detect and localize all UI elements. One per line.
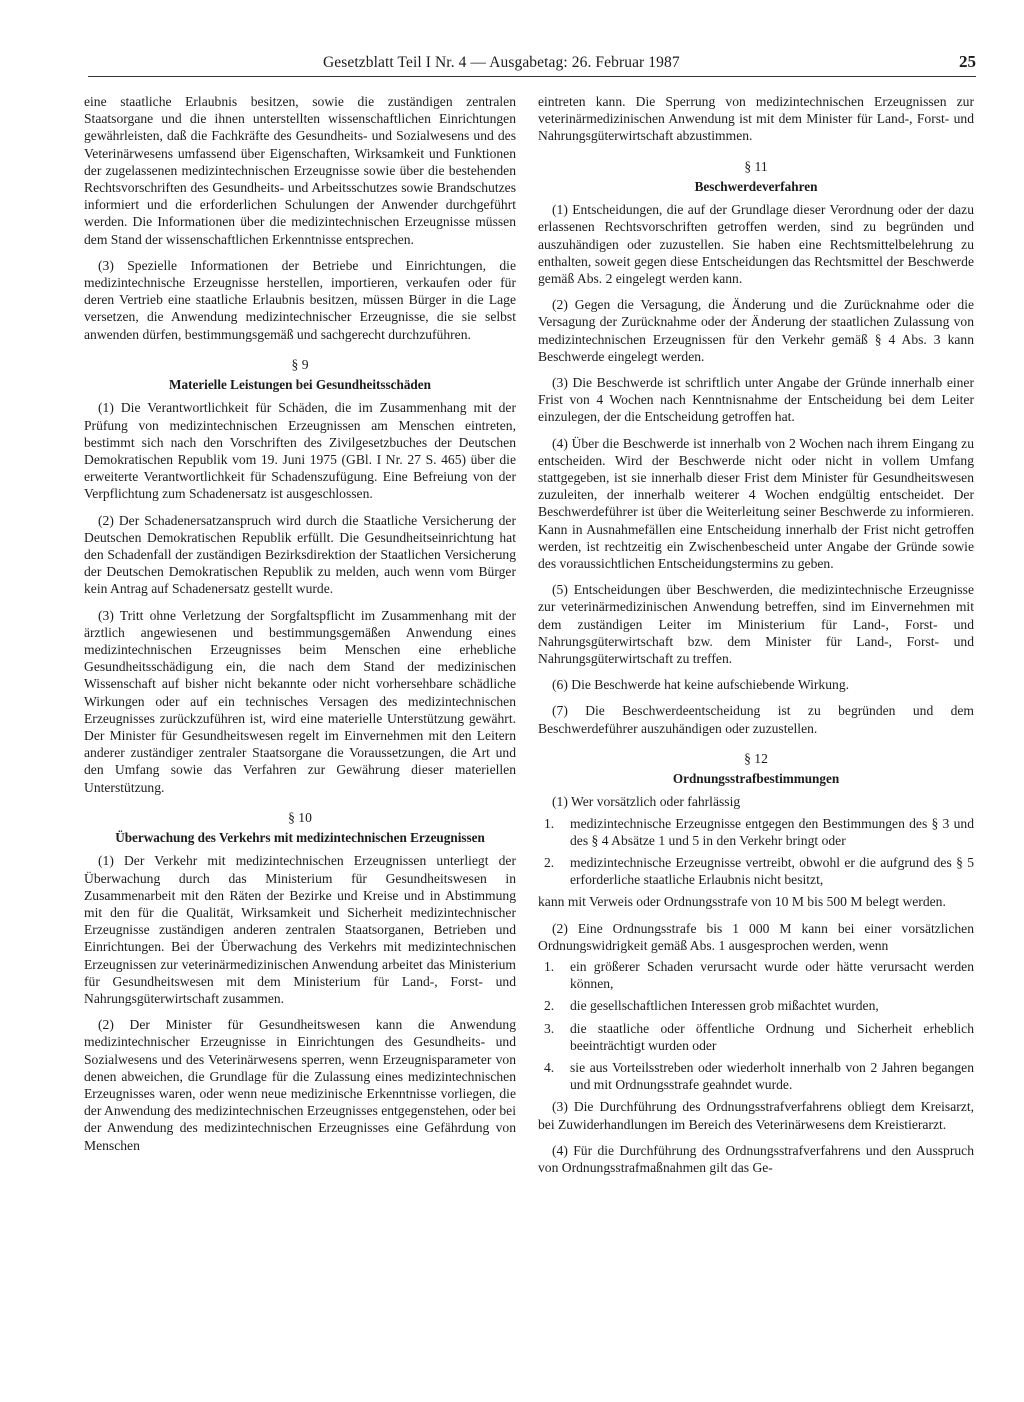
list-text: medizintechnische Erzeugnisse entgegen den Bestimmungen des § 3 und des § 4 Absätze 1 und 5 in den Verkehr bringt oder <box>570 815 974 848</box>
paragraph: (4) Für die Durchführung des Ordnungsstrafverfahrens und den Ausspruch von Ordnungsstrafmaßnahmen gilt das Ge- <box>538 1142 974 1175</box>
list-number: 2. <box>544 998 555 1014</box>
paragraph: (1) Wer vorsätzlich oder fahrlässig <box>552 794 741 810</box>
paragraph: (1) Entscheidungen, die auf der Grundlage dieser Verordnung oder der dazu erlassenen Rechtsvorschriften getroffen werden, sind zu begründen und auszuhändigen oder zuzustellen. Sie haben eine Rechtsmittelbelehrung zu enthalten, soweit gegen diese Entscheidungen das Rechtsmittel der Beschwerde gemäß Abs. 2 eingelegt werden kann. <box>538 202 974 286</box>
paragraph: (3) Die Beschwerde ist schriftlich unter Angabe der Gründe innerhalb einer Frist von 4 Wochen nach Kenntnisnahme der Entscheidung bei dem Leiter einzulegen, der die Entscheidung getroffen hat. <box>538 374 974 425</box>
section-heading: Beschwerdeverfahren <box>694 178 818 194</box>
list-number: 4. <box>544 1059 555 1075</box>
paragraph: (2) Gegen die Versagung, die Änderung und die Zurücknahme oder die Versagung der Zurücknahme oder der Änderung der staatlichen Zulassung von medizintechnischen Erzeugnissen für den Verkehr gemäß § 4 Abs. 3 kann Beschwerde eingelegt werden. <box>538 297 974 364</box>
list-text: die gesellschaftlichen Interessen grob mißachtet wurden, <box>570 998 879 1014</box>
page-number: 25 <box>959 52 976 71</box>
list-text: ein größerer Schaden verursacht wurde oder hätte verursacht werden können, <box>570 958 974 992</box>
right-column <box>538 93 974 1185</box>
header-title: Gesetzblatt Teil I Nr. 4 — Ausgabetag: 26. Februar 1987 <box>323 54 680 71</box>
list-text: medizintechnische Erzeugnisse vertreibt, obwohl er die aufgrund des § 5 erforderliche staatliche Erlaubnis nicht besitzt, <box>570 854 974 888</box>
section-heading: Überwachung des Verkehrs mit medizintechnischen Erzeugnissen <box>115 829 485 845</box>
list-number: 3. <box>544 1020 555 1036</box>
paragraph: (2) Der Schadenersatzanspruch wird durch die Staatliche Versicherung der Deutschen Demokratischen Republik erfüllt. Die Gesundheitseinrichtung hat den Schadenfall der zuständigen Bezirksdirektion der Staatlichen Versicherung der Deutschen Demokratischen Republik zu melden, auch wenn vom Bürger kein Antrag auf Schadenersatz gestellt wurde. <box>84 512 516 597</box>
paragraph: (2) Der Minister für Gesundheitswesen kann die Anwendung medizintechnischer Erzeugnisse in Einrichtungen des Gesundheits- und Sozialwesens und des Veterinärwesens sperren, wenn Erzeugnisparameter von denen abweichen, die Grundlage für die Zulassung eines medizintechnischen Erzeugnisses waren, oder wenn neue medizinische Erkenntnisse vorliegen, die der Anwendung des medizintechnischen Erzeugnisses entgegenstehen, oder bei der Anwendung des medizintechnischen Erzeugnisses eine Gefährdung von Menschen <box>84 1017 516 1153</box>
list-number: 1. <box>544 958 555 974</box>
list-item <box>538 854 974 888</box>
left-column <box>84 93 516 1163</box>
paragraph: (3) Die Durchführung des Ordnungsstrafverfahrens obliegt dem Kreisarzt, bei Zuwiderhandlungen im Bereich des Veterinärwesens dem Kreistierarzt. <box>538 1099 974 1132</box>
list-number: 2. <box>544 854 555 870</box>
paragraph: (1) Die Verantwortlichkeit für Schäden, die im Zusammenhang mit der Prüfung von medizintechnischen Erzeugnissen am Menschen eintreten, bestimmt sich nach den Vorschriften des Zivilgesetzbuches der Deutschen Demokratischen Republik vom 19. Juni 1975 (GBl. I Nr. 27 S. 465) über die erweiterte Verantwortlichkeit für Schadenszufügung. Eine Befreiung von der Verpflichtung zum Schadenersatz ist ausgeschlossen. <box>84 400 516 502</box>
section-heading: Ordnungsstrafbestimmungen <box>672 770 840 786</box>
list-item <box>538 958 974 992</box>
page-header <box>88 52 976 77</box>
list-item <box>538 815 974 849</box>
paragraph: eine staatliche Erlaubnis besitzen, sowie die zuständigen zentralen Staatsorgane und die ihnen unterstellten wissenschaftlichen Einrichtungen gewährleisten, daß die Fachkräfte des Gesundheits- und Sozialwesens und des Veterinärwesens umfassend über Eigenschaften, Wirksamkeit und Funktionen der zugelassenen medizintechnischen Erzeugnisse sowie über die bestehenden Rechtsvorschriften des Gesundheits- und Arbeitsschutzes sowie Brandschutzes informiert und die erforderlichen Schulungen der Anwender durchgeführt werden. Die Informationen über die medizintechnischen Erzeugnisse müssen dem Stand der wissenschaftlichen Erkenntnisse entsprechen. <box>84 94 516 247</box>
paragraph: kann mit Verweis oder Ordnungsstrafe von 10 M bis 500 M belegt werden. <box>538 894 946 910</box>
section-heading: Materielle Leistungen bei Gesundheitsschäden <box>169 376 431 392</box>
paragraph: (3) Spezielle Informationen der Betriebe und Einrichtungen, die medizintechnische Erzeugnisse herstellen, importieren, verkaufen oder für deren Vertrieb eine staatliche Erlaubnis besitzen, müssen Bürger in die Lage versetzen, die Anwendung medizintechnischer Erzeugnisse, die sie selbst anwenden dürfen, bestimmungsgemäß und sachgerecht durchzuführen. <box>84 257 516 342</box>
paragraph: (5) Entscheidungen über Beschwerden, die medizintechnische Erzeugnisse zur veterinärmedizinischen Anwendung betreffen, sind im Einvernehmen mit dem zuständigen Leiter im Ministerium für Land-, Forst- und Nahrungsgüterwirtschaft bzw. dem Minister für Land-, Forst- und Nahrungsgüterwirtschaft zu treffen. <box>538 582 974 666</box>
list-number: 1. <box>544 815 555 831</box>
paragraph: (7) Die Beschwerdeentscheidung ist zu begründen und dem Beschwerdeführer auszuhändigen oder zuzustellen. <box>538 703 974 736</box>
paragraph: (4) Über die Beschwerde ist innerhalb von 2 Wochen nach ihrem Eingang zu entscheiden. Wird der Beschwerde nicht oder nicht in vollem Umfang stattgegeben, ist sie innerhalb dieser Frist dem Minister für Gesundheitswesen zuzuleiten, der innerhalb weiterer 4 Wochen endgültig entscheidet. Der Beschwerdeführer ist über die Weiterleitung seiner Beschwerde zu informieren. Kann in Ausnahmefällen eine Entscheidung innerhalb der Frist nicht getroffen werden, ist rechtzeitig ein Zwischenbescheid unter Angabe der Gründe sowie des voraussichtlichen Entscheidungstermins zu geben. <box>538 435 974 571</box>
paragraph: (1) Der Verkehr mit medizintechnischen Erzeugnissen unterliegt der Überwachung durch das Ministerium für Gesundheitswesen in Zusammenarbeit mit den Räten der Bezirke und Kreise und in Abstimmung mit den für die Qualität, Wirksamkeit und Sicherheit medizintechnischer Erzeugnisse zuständigen anderen zentralen Staatsorganen, Betrieben und Einrichtungen. Bei der Überwachung des Verkehrs mit medizintechnischen Erzeugnissen zur veterinärmedizinischen Anwendung arbeitet das Ministerium für Gesundheitswesen mit dem Ministerium für Land-, Forst- und Nahrungsgüterwirtschaft zusammen. <box>84 853 516 1006</box>
paragraph: (2) Eine Ordnungsstrafe bis 1 000 M kann bei einer vorsätzlichen Ordnungswidrigkeit gemäß Abs. 1 ausgesprochen werden, wenn <box>538 920 974 953</box>
list-item <box>538 1059 974 1093</box>
paragraph: (3) Tritt ohne Verletzung der Sorgfaltspflicht im Zusammenhang mit der ärztlich angewiesenen und bestimmungsgemäßen Anwendung eines medizintechnischen Erzeugnisses beim Menschen eine erhebliche Gesundheitsschädigung ein, die nach dem Stand der medizinischen Wissenschaft auf bisher nicht bekannte oder nicht vorhersehbare schädliche Wirkungen oder auf ein technisches Versagen des medizintechnischen Erzeugnisses zurückzuführen ist, wird eine materielle Unterstützung gewährt. Der Minister für Gesundheitswesen regelt im Einvernehmen mit den Leitern anderer zuständiger zentraler Staatsorgane die Voraussetzungen, die Art und den Umfang sowie das Verfahren zur Gewährung dieser materiellen Unterstützung. <box>84 607 516 795</box>
section-number: § 11 <box>744 158 768 174</box>
list-item <box>538 997 974 1014</box>
paragraph: (6) Die Beschwerde hat keine aufschiebende Wirkung. <box>552 677 850 693</box>
section-number: § 9 <box>291 356 309 372</box>
list-text: die staatliche oder öffentliche Ordnung und Sicherheit erheblich beeinträchtigt wurden oder <box>570 1020 974 1053</box>
list-item <box>538 1020 974 1054</box>
section-number: § 10 <box>288 809 312 825</box>
section-number: § 12 <box>744 750 768 766</box>
paragraph: eintreten kann. Die Sperrung von medizintechnischen Erzeugnissen zur veterinärmedizinischen Anwendung ist mit dem Minister für Land-, Forst- und Nahrungsgüterwirtschaft abzustimmen. <box>538 94 974 144</box>
list-text: sie aus Vorteilsstreben oder wiederholt innerhalb von 2 Jahren begangen und mit Ordnungsstrafe geahndet wurde. <box>570 1059 974 1093</box>
